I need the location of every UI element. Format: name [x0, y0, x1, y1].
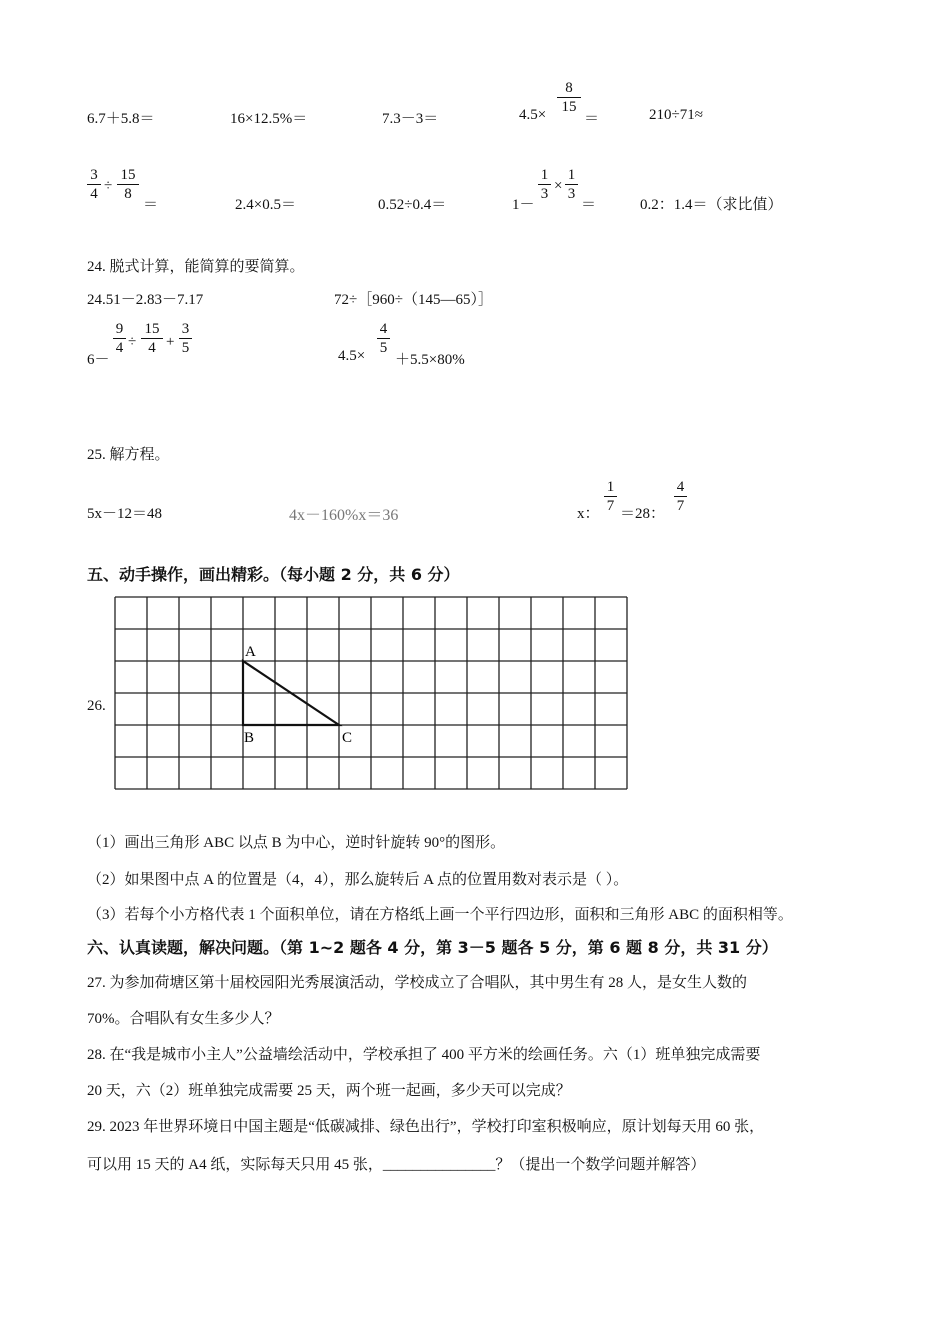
section-title: 五、动手操作，画出精彩。（每小题 2 分，共 6 分） — [87, 565, 460, 584]
fraction: 4 5 — [377, 321, 390, 356]
expression: 24.51－2.83－7.17 — [87, 292, 204, 308]
operator: × — [554, 178, 563, 194]
expression: 6－ — [87, 352, 110, 368]
question-text: 可以用 15 天的 A4 纸，实际每天只用 45 张，_______________？（提出一个数学问题并解答） — [87, 1157, 706, 1173]
expression: ＋5.5×80% — [395, 352, 465, 368]
equation: x： — [577, 506, 600, 522]
grid — [115, 597, 627, 789]
point-label-a: A — [245, 644, 256, 660]
calc-item: ＝ — [584, 111, 600, 127]
fraction: 15 4 — [141, 321, 163, 356]
operator: + — [166, 334, 175, 350]
question-number: 26. — [87, 698, 106, 714]
calc-item: ＝ — [143, 197, 159, 213]
calc-item: 2.4×0.5＝ — [235, 197, 296, 213]
question-title: 24. 脱式计算，能简算的要简算。 — [87, 259, 305, 275]
calc-item: 1－ — [512, 197, 535, 213]
grid-figure — [114, 596, 634, 800]
fraction: 3 4 — [87, 167, 101, 202]
operator: ÷ — [128, 334, 137, 350]
operator: ÷ — [104, 178, 113, 194]
equation: 5x－12＝48 — [87, 506, 163, 522]
section-title: 六、认真读题，解决问题。（第 1~2 题各 4 分，第 3－5 题各 5 分，第 6 题 8 分，共 31 分） — [87, 938, 778, 957]
sub-question: （1）画出三角形 ABC 以点 B 为中心，逆时针旋转 90°的图形。 — [87, 835, 506, 851]
equation: 4x－160%x＝36 — [289, 507, 399, 524]
calc-item: 16×12.5%＝ — [230, 111, 308, 127]
fraction: 4 7 — [674, 479, 687, 514]
expression: 4.5× — [338, 348, 366, 364]
calc-item: 4.5× — [519, 107, 547, 123]
calc-item: 7.3－3＝ — [382, 111, 439, 127]
question-title: 25. 解方程。 — [87, 447, 170, 463]
point-label-c: C — [342, 730, 353, 746]
question-text: 28. 在“我是城市小主人”公益墙绘活动中，学校承担了 400 平方米的绘画任务。六（1）班单独完成需要 — [87, 1047, 761, 1063]
question-text: 29. 2023 年世界环境日中国主题是“低碳减排、绿色出行”，学校打印室积极响应，原计划每天用 60 张， — [87, 1119, 765, 1135]
expression: 72÷［960÷（145—65）］ — [334, 292, 493, 308]
fraction: 8 15 — [557, 80, 581, 115]
calc-item: 6.7＋5.8＝ — [87, 111, 155, 127]
fraction: 3 5 — [179, 321, 192, 356]
sub-question: （3）若每个小方格代表 1 个面积单位，请在方格纸上画一个平行四边形，面积和三角形 ABC 的面积相等。 — [87, 907, 793, 923]
sub-question: （2）如果图中点 A 的位置是（4，4），那么旋转后 A 点的位置用数对表示是（ ）。 — [87, 872, 629, 888]
fraction: 1 3 — [565, 167, 578, 202]
fraction: 1 7 — [604, 479, 617, 514]
calc-item: 0.2：1.4＝（求比值） — [640, 197, 783, 213]
fraction: 15 8 — [117, 167, 139, 202]
fraction: 1 3 — [538, 167, 551, 202]
calc-item: ＝ — [581, 197, 597, 213]
question-text: 70%。合唱队有女生多少人？ — [87, 1011, 280, 1027]
fraction: 9 4 — [113, 321, 126, 356]
point-label-b: B — [244, 730, 255, 746]
calc-item: 210÷71≈ — [649, 107, 703, 123]
calc-item: 0.52÷0.4＝ — [378, 197, 447, 213]
question-text: 20 天，六（2）班单独完成需要 25 天，两个班一起画，多少天可以完成？ — [87, 1083, 571, 1099]
equation: ＝28： — [620, 506, 666, 522]
question-text: 27. 为参加荷塘区第十届校园阳光秀展演活动，学校成立了合唱队，其中男生有 28 人，是女生人数的 — [87, 975, 748, 991]
